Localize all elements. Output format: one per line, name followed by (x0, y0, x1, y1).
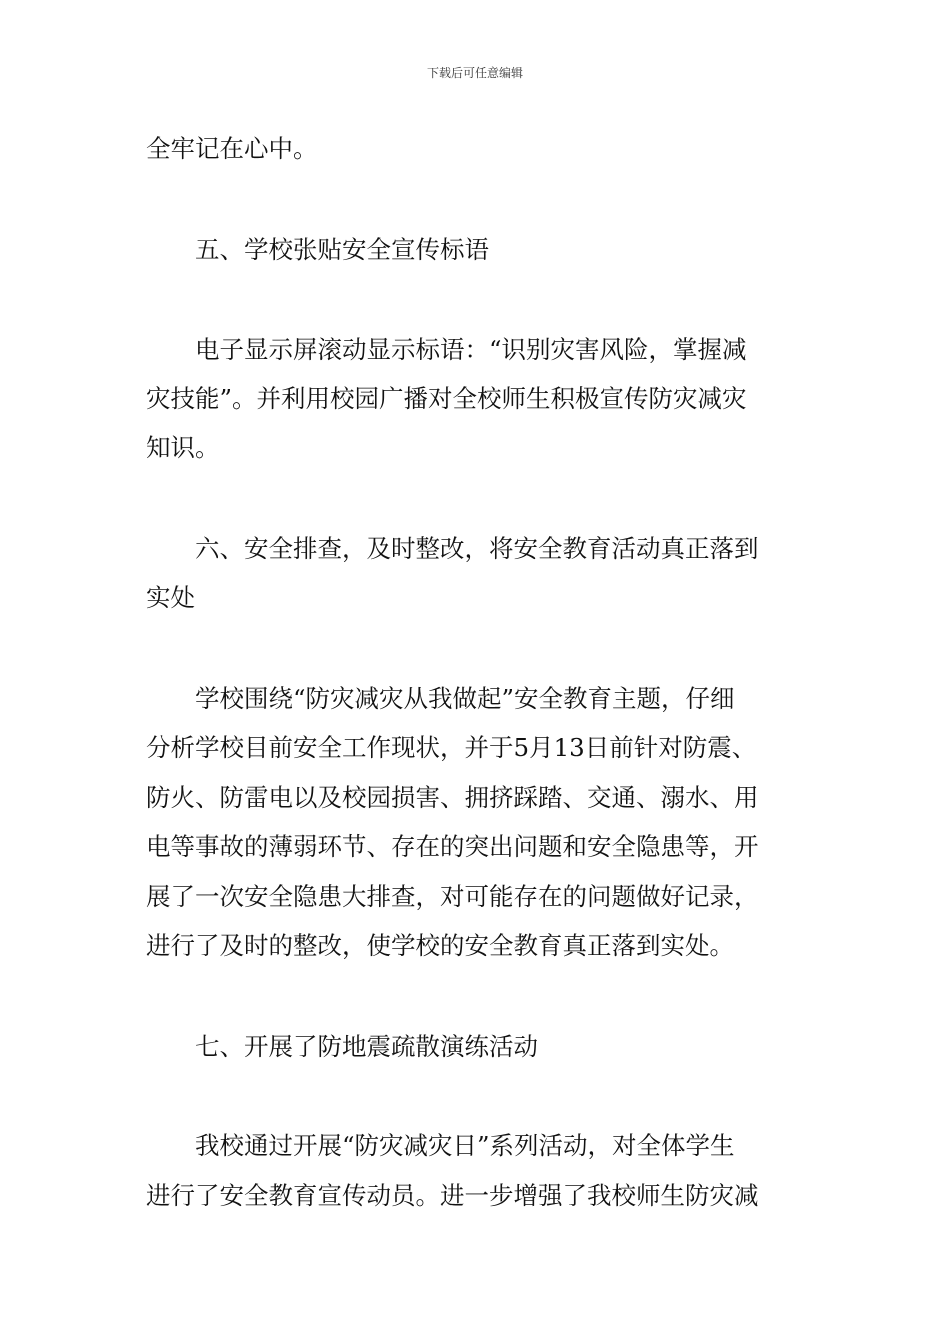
text-line: 分析学校目前安全工作现状，并于5月13日前针对防震、 (146, 733, 757, 762)
text-line: 进行了安全教育宣传动员。进一步增强了我校师生防灾减 (146, 1181, 759, 1210)
section-heading: 七、开展了防地震疏散演练活动 (146, 1032, 538, 1061)
text-line: 学校围绕“防灾减灾从我做起”安全教育主题，仔细 (146, 684, 735, 713)
text-line: 防火、防雷电以及校园损害、拥挤踩踏、交通、溺水、用 (146, 783, 759, 812)
text-line: 我校通过开展“防灾减灾日”系列活动，对全体学生 (146, 1131, 735, 1160)
section-heading: 六、安全排查，及时整改，将安全教育活动真正落到 (146, 534, 759, 563)
text-line: 灾技能”。并利用校园广播对全校师生积极宣传防灾减灾 (146, 384, 747, 413)
text-line: 电等事故的薄弱环节、存在的突出问题和安全隐患等，开 (146, 832, 759, 861)
text-line: 进行了及时的整改，使学校的安全教育真正落到实处。 (146, 931, 734, 960)
section-heading: 实处 (146, 583, 195, 612)
text-line: 电子显示屏滚动显示标语：“识别灾害风险，掌握减 (146, 335, 747, 364)
text-line: 知识。 (146, 433, 220, 462)
page-header: 下载后可任意编辑 (426, 66, 523, 80)
text-line: 全牢记在心中。 (146, 134, 318, 163)
section-heading: 五、学校张贴安全宣传标语 (146, 235, 489, 264)
text-line: 展了一次安全隐患大排查，对可能存在的问题做好记录， (146, 882, 759, 911)
